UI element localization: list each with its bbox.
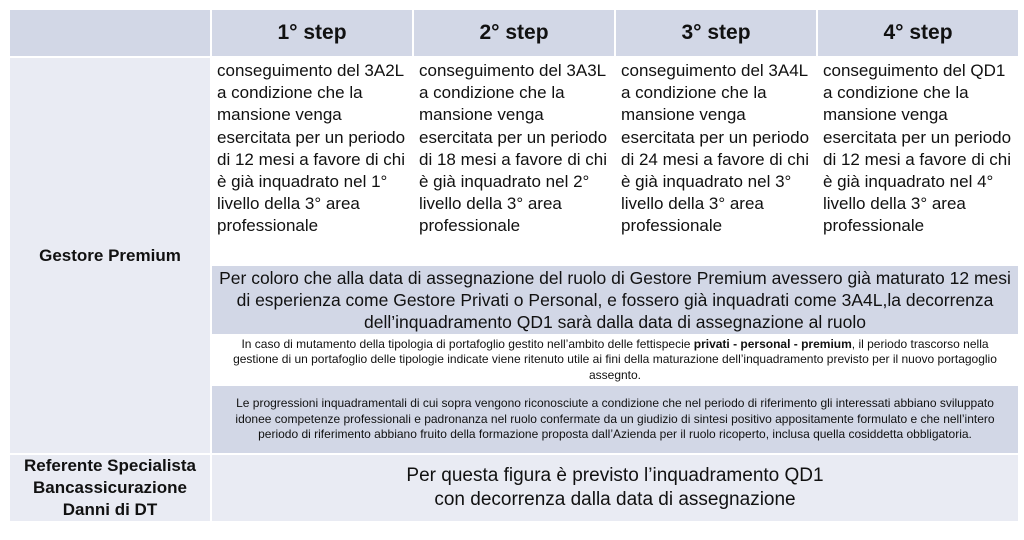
header-step-4: 4° step (818, 10, 1018, 56)
referente-label-line-2: Bancassicurazione (32, 478, 187, 497)
note-maturato: Per coloro che alla data di assegnazione del ruolo di Gestore Premium avessero già maturato 12 mesi di esperienza come Gestore Privati o Personal, e fossero già inquadrati come 3A4L,la decorrenza dell’inquadramento QD1 sarà dalla data di assegnazione al ruolo (212, 266, 1018, 334)
header-corner-cell (10, 10, 210, 56)
career-progression-table (8, 8, 1020, 523)
note-mutamento-text-before: In caso di mutamento della tipologia di portafoglio gestito nell’ambito delle fettispecie (241, 336, 694, 351)
note-progressioni: Le progressioni inquadramentali di cui sopra vengono riconosciute a condizione che nel periodo di riferimento gli interessati abbiano sviluppato idonee competenze professionali e padronanza nel ruolo confermate da un giudizio di sintesi positivo appositamente formulato e che nell’intero periodo di riferimento abbiano fruito della formazione proposta dall’Azienda per il ruolo ricoperto, inclusa quella cosiddetta obbligatoria. (212, 386, 1018, 453)
gestore-step-4-cell: conseguimento del QD1 a condizione che la mansione venga esercitata per un periodo di 12 mesi a favore di chi è già inquadrato nel 4° livello della 3° area professionale (818, 58, 1018, 264)
gestore-steps-row (10, 58, 1018, 264)
note-mutamento-bold-types: privati - personal - premium (693, 336, 852, 351)
header-step-1: 1° step (212, 10, 412, 56)
note-qd1-line-1: Per questa figura è previsto l’inquadramento QD1 (406, 465, 824, 486)
header-step-2: 2° step (414, 10, 614, 56)
gestore-step-3-cell: conseguimento del 3A4L a condizione che la mansione venga esercitata per un periodo di 24 mesi a favore di chi è già inquadrato nel 3° livello della 3° area professionale (616, 58, 816, 264)
header-row (10, 10, 1018, 56)
referente-label-line-3: Danni di DT (62, 500, 158, 519)
note-qd1 (212, 455, 1018, 521)
gestore-step-1-cell: conseguimento del 3A2L a condizione che la mansione venga esercitata per un periodo di 12 mesi a favore di chi è già inquadrato nel 1° livello della 3° area professionale (212, 58, 412, 264)
referente-specialista-label (10, 455, 210, 521)
referente-label-line-1: Referente Specialista (24, 456, 196, 475)
header-step-3: 3° step (616, 10, 816, 56)
referente-row (10, 455, 1018, 521)
gestore-step-2-cell: conseguimento del 3A3L a condizione che la mansione venga esercitata per un periodo di 18 mesi a favore di chi è già inquadrato nel 2° livello della 3° area professionale (414, 58, 614, 264)
note-mutamento (212, 336, 1018, 384)
note-qd1-line-2: con decorrenza dalla data di assegnazione (434, 489, 796, 510)
note-mutamento-text-after: , il periodo trascorso nella gestione di un portafoglio delle tipologie indicate viene ritenuto utile ai fini della maturazione dell’inquadramento previsto per il nuovo portagoglio assegnto. (233, 336, 997, 382)
gestore-premium-label: Gestore Premium (10, 58, 210, 453)
